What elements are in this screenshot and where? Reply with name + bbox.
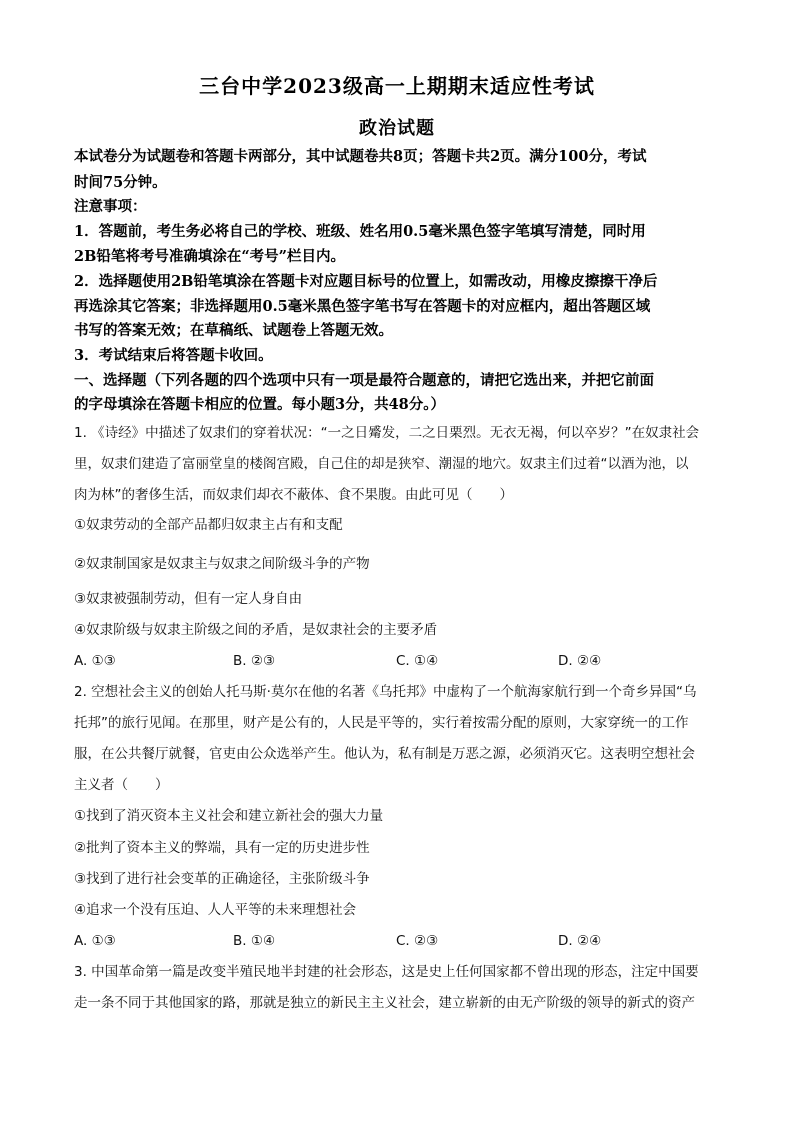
question-stem: 1. 《诗经》中描述了奴隶们的穿着状况：“一之日觱发，二之日栗烈。无衣无褐，何以卒岁？”在奴隶社会	[74, 425, 700, 441]
notice-item: 2．选择题使用2B铅笔填涂在答题卡对应题目标号的位置上，如需改动，用橡皮擦擦干净后	[74, 273, 658, 290]
question-stem: 2. 空想社会主义的创始人托马斯·莫尔在他的名著《乌托邦》中虚构了一个航海家航行到一个奇乡异国“乌	[74, 684, 697, 700]
question-stem: 3. 中国革命第一篇是改变半殖民地半封建的社会形态，这是史上任何国家都不曾出现的形态，注定中国要	[74, 964, 699, 980]
question-stem: 主义者（ ）	[74, 777, 169, 793]
answer-option-b: B. ①④	[233, 933, 276, 949]
section-heading: 的字母填涂在答题卡相应的位置。每小题3分，共48分。）	[74, 396, 446, 413]
question-stem: 走一条不同于其他国家的路，那就是独立的新民主主义社会，建立崭新的由无产阶级的领导的新式的资产	[74, 995, 695, 1011]
answer-option-d: D. ②④	[558, 933, 602, 949]
question-stem: 肉为林”的奢侈生活，而奴隶们却衣不蔽体、食不果腹。由此可见（ ）	[74, 487, 513, 503]
section-heading: 一、选择题（下列各题的四个选项中只有一项是最符合题意的，请把它选出来，并把它前面	[74, 372, 654, 389]
notice-item: 2B铅笔将考号准确填涂在“考号”栏目内。	[74, 248, 346, 265]
question-stem: 服，在公共餐厅就餐，官吏由公众选举产生。他认为，私有制是万恶之源，必须消灭它。这表明空想社会	[74, 746, 695, 762]
answer-option-c: C. ②③	[396, 933, 439, 949]
answer-option-b: B. ②③	[233, 653, 276, 669]
exam-title: 三台中学2023级高一上期期末适应性考试	[199, 74, 595, 98]
statement-item: ④奴隶阶级与奴隶主阶级之间的矛盾，是奴隶社会的主要矛盾	[74, 622, 438, 638]
answer-option-a: A. ①③	[74, 933, 116, 949]
notice-item: 再选涂其它答案；非选择题用0.5毫米黑色签字笔书写在答题卡的对应框内，超出答题区域	[74, 298, 651, 315]
statement-item: ③奴隶被强制劳动，但有一定人身自由	[74, 591, 303, 607]
statement-item: ②批判了资本主义的弊端，具有一定的历史进步性	[74, 840, 370, 856]
statement-item: ①找到了消灭资本主义社会和建立新社会的强大力量	[74, 808, 384, 824]
answer-option-c: C. ①④	[396, 653, 439, 669]
statement-item: ②奴隶制国家是奴隶主与奴隶之间阶级斗争的产物	[74, 556, 370, 572]
notice-heading: 注意事项：	[74, 198, 147, 215]
question-stem: 托邦”的旅行见闻。在那里，财产是公有的，人民是平等的，实行着按需分配的原则，大家穿统一的工作	[74, 715, 689, 731]
answer-option-a: A. ①③	[74, 653, 116, 669]
notice-item: 1．答题前，考生务必将自己的学校、班级、姓名用0.5毫米黑色签字笔填写清楚，同时用	[74, 223, 646, 240]
notice-item: 书写的答案无效；在草稿纸、试题卷上答题无效。	[74, 322, 393, 339]
statement-item: ①奴隶劳动的全部产品都归奴隶主占有和支配	[74, 517, 343, 533]
statement-item: ③找到了进行社会变革的正确途径，主张阶级斗争	[74, 871, 370, 887]
statement-item: ④追求一个没有压迫、人人平等的未来理想社会	[74, 902, 357, 918]
exam-subject-title: 政治试题	[359, 118, 435, 139]
intro-line: 本试卷分为试题卷和答题卡两部分，其中试题卷共8页；答题卡共2页。满分100分，考试	[74, 148, 647, 165]
intro-line: 时间75分钟。	[74, 174, 167, 191]
answer-option-d: D. ②④	[558, 653, 602, 669]
notice-item: 3．考试结束后将答题卡收回。	[74, 347, 273, 364]
question-stem: 里，奴隶们建造了富丽堂皇的楼阁宫殿，自己住的却是狭窄、潮湿的地穴。奴隶主们过着“以酒为池，以	[74, 456, 689, 472]
